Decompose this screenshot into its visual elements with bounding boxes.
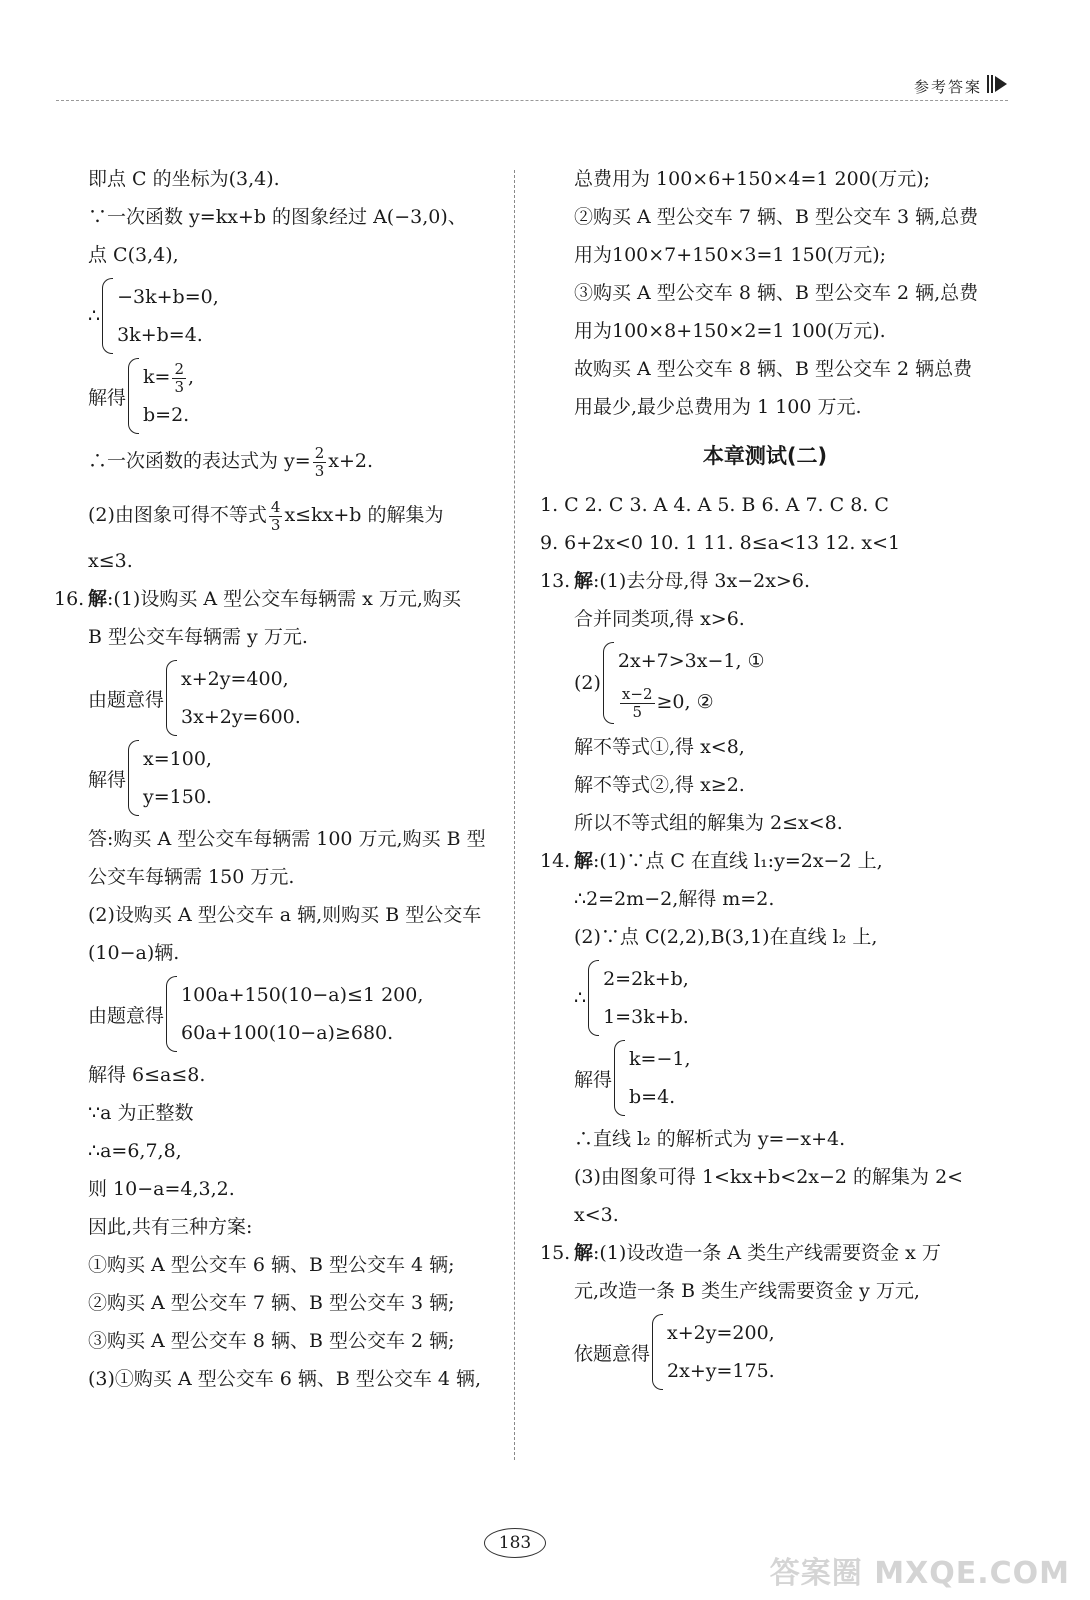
equation: k=−1, (629, 1048, 691, 1070)
text-line: 公交车每辆需 150 万元. (88, 866, 295, 888)
equation-system: (2) 2x+7>3x−1, ① $\frac{x-2}{5}$ ≥0, ② (574, 642, 990, 724)
question-14: 14. 解:(1)∵点 C 在直线 l₁:y=2x−2 上, (540, 850, 883, 872)
watermark: 答案圈 MXQE.COM (769, 1556, 1070, 1591)
brace-icon (614, 1040, 625, 1116)
text-line: 故购买 A 型公交车 8 辆、B 型公交车 2 辆总费 (574, 358, 973, 380)
system-lead: 解得 (88, 386, 127, 409)
equation-system: 依题意得 x+2y=200, 2x+y=175. (574, 1314, 990, 1390)
fraction: $\frac{2}{3}$ (314, 443, 325, 480)
system-lead: ∴ (88, 305, 101, 327)
equation: 2x+y=175. (667, 1360, 775, 1382)
equation-system (88, 278, 508, 354)
left-column (54, 160, 508, 1398)
equation-system: 由题意得 100a+150(10−a)≤1 200, 60a+100(10−a)≥680. (88, 976, 508, 1052)
right-column (540, 160, 990, 1394)
equation: x+2y=400, (181, 668, 289, 690)
text-line: B 型公交车每辆需 y 万元. (88, 626, 308, 648)
text-line: ∴一次函数的表达式为 y= $\frac{2}{3}$ x+2. (88, 443, 374, 480)
text-line: 因此,共有三种方案: (88, 1216, 253, 1238)
text-line: 用为100×8+150×2=1 100(万元). (574, 320, 886, 342)
text-line: 解不等式①,得 x<8, (574, 736, 745, 758)
equation: 1=3k+b. (603, 1006, 689, 1028)
fraction: $\frac{2}{3}$ (174, 359, 184, 396)
column-divider (514, 170, 515, 1460)
text-line: x<3. (574, 1204, 619, 1226)
equation-system: ∴ 2=2k+b, 1=3k+b. (574, 960, 990, 1036)
equation: 3x+2y=600. (181, 706, 301, 728)
text-line: ∴2=2m−2,解得 m=2. (574, 888, 775, 910)
text-line: 答:购买 A 型公交车每辆需 100 万元,购买 B 型 (88, 828, 486, 850)
text-line: ①购买 A 型公交车 6 辆、B 型公交车 4 辆; (88, 1254, 455, 1276)
text-line: ∵a 为正整数 (88, 1102, 194, 1124)
text-line: 解得 6≤a≤8. (88, 1064, 206, 1086)
text-line: 则 10−a=4,3,2. (88, 1178, 235, 1200)
text-line: 元,改造一条 B 类生产线需要资金 y 万元, (574, 1280, 920, 1302)
text-line: (2)∵点 C(2,2),B(3,1)在直线 l₂ 上, (574, 926, 878, 948)
question-15: 15. 解:(1)设改造一条 A 类生产线需要资金 x 万 (540, 1242, 941, 1264)
equation: 60a+100(10−a)≥680. (181, 1022, 394, 1044)
text-line: 解不等式②,得 x≥2. (574, 774, 745, 796)
equation: $\frac{x-2}{5}$ ≥0, ② (621, 684, 714, 721)
text-line: (2)设购买 A 型公交车 a 辆,则购买 B 型公交车 (88, 904, 482, 926)
text-line: (2)由图象可得不等式 $\frac{4}{3}$ x≤kx+b 的解集为 (88, 497, 444, 534)
equation-system: 解得 x=100, y=150. (88, 740, 508, 816)
text-line: ②购买 A 型公交车 7 辆、B 型公交车 3 辆,总费 (574, 206, 979, 228)
text-line: 合并同类项,得 x>6. (574, 608, 745, 630)
brace-icon (603, 642, 614, 724)
text-line: ∵一次函数 y=kx+b 的图象经过 A(−3,0)、 (88, 206, 467, 228)
answer-line: 1. C 2. C 3. A 4. A 5. B 6. A 7. C 8. C (540, 494, 889, 516)
brace-icon (166, 660, 177, 736)
text-line: ∴直线 l₂ 的解析式为 y=−x+4. (574, 1128, 846, 1150)
question-13: 13. 解:(1)去分母,得 3x−2x>6. (540, 570, 810, 592)
header-rule (56, 100, 1008, 101)
equation: 100a+150(10−a)≤1 200, (181, 984, 424, 1006)
brace-icon (128, 358, 139, 434)
equation: 2=2k+b, (603, 968, 689, 990)
equation-system (88, 358, 508, 434)
brace-icon (652, 1314, 663, 1390)
equation: k= $\frac{2}{3}$ , (143, 359, 195, 396)
text-line: ③购买 A 型公交车 8 辆、B 型公交车 2 辆,总费 (574, 282, 979, 304)
text-line: 即点 C 的坐标为(3,4). (88, 168, 280, 190)
equation-system: 解得 k=−1, b=4. (574, 1040, 990, 1116)
section-title: 本章测试(二) (702, 444, 828, 468)
equation: y=150. (143, 786, 212, 808)
equation: 3k+b=4. (117, 324, 203, 346)
text-line: ②购买 A 型公交车 7 辆、B 型公交车 3 辆; (88, 1292, 455, 1314)
answer-line: 9. 6+2x<0 10. 1 11. 8≤a<13 12. x<1 (540, 532, 901, 554)
header-label: 参考答案 (913, 78, 982, 96)
brace-icon (128, 740, 139, 816)
equation: x+2y=200, (667, 1322, 775, 1344)
fraction: $\frac{x-2}{5}$ (621, 684, 653, 721)
text-line: x≤3. (88, 550, 133, 572)
text-line: 总费用为 100×6+150×4=1 200(万元); (574, 168, 931, 190)
text-line: ③购买 A 型公交车 8 辆、B 型公交车 2 辆; (88, 1330, 455, 1352)
text-line: 点 C(3,4), (88, 244, 179, 266)
text-line: 所以不等式组的解集为 2≤x<8. (574, 812, 843, 834)
header-arrow-icon (986, 72, 1008, 96)
text-line: (3)由图象可得 1<kx+b<2x−2 的解集为 2< (574, 1166, 964, 1188)
equation: −3k+b=0, (117, 286, 219, 308)
text-line: (3)①购买 A 型公交车 6 辆、B 型公交车 4 辆, (88, 1368, 482, 1390)
equation: b=2. (143, 404, 190, 426)
equation: x=100, (143, 748, 212, 770)
text-line: 用为100×7+150×3=1 150(万元); (574, 244, 887, 266)
brace-icon (166, 976, 177, 1052)
fraction: $\frac{4}{3}$ (270, 497, 281, 534)
text-line: ∴a=6,7,8, (88, 1140, 182, 1162)
equation-system: 由题意得 x+2y=400, 3x+2y=600. (88, 660, 508, 736)
equation: 2x+7>3x−1, ① (617, 650, 765, 672)
equation: b=4. (629, 1086, 676, 1108)
brace-icon (102, 278, 113, 354)
text-line: 用最少,最少总费用为 1 100 万元. (574, 396, 862, 418)
text-line: (10−a)辆. (88, 942, 180, 964)
question-16: 16. 解:(1)设购买 A 型公交车每辆需 x 万元,购买 (54, 588, 461, 610)
page-number: 183 (484, 1528, 546, 1558)
brace-icon (588, 960, 599, 1036)
